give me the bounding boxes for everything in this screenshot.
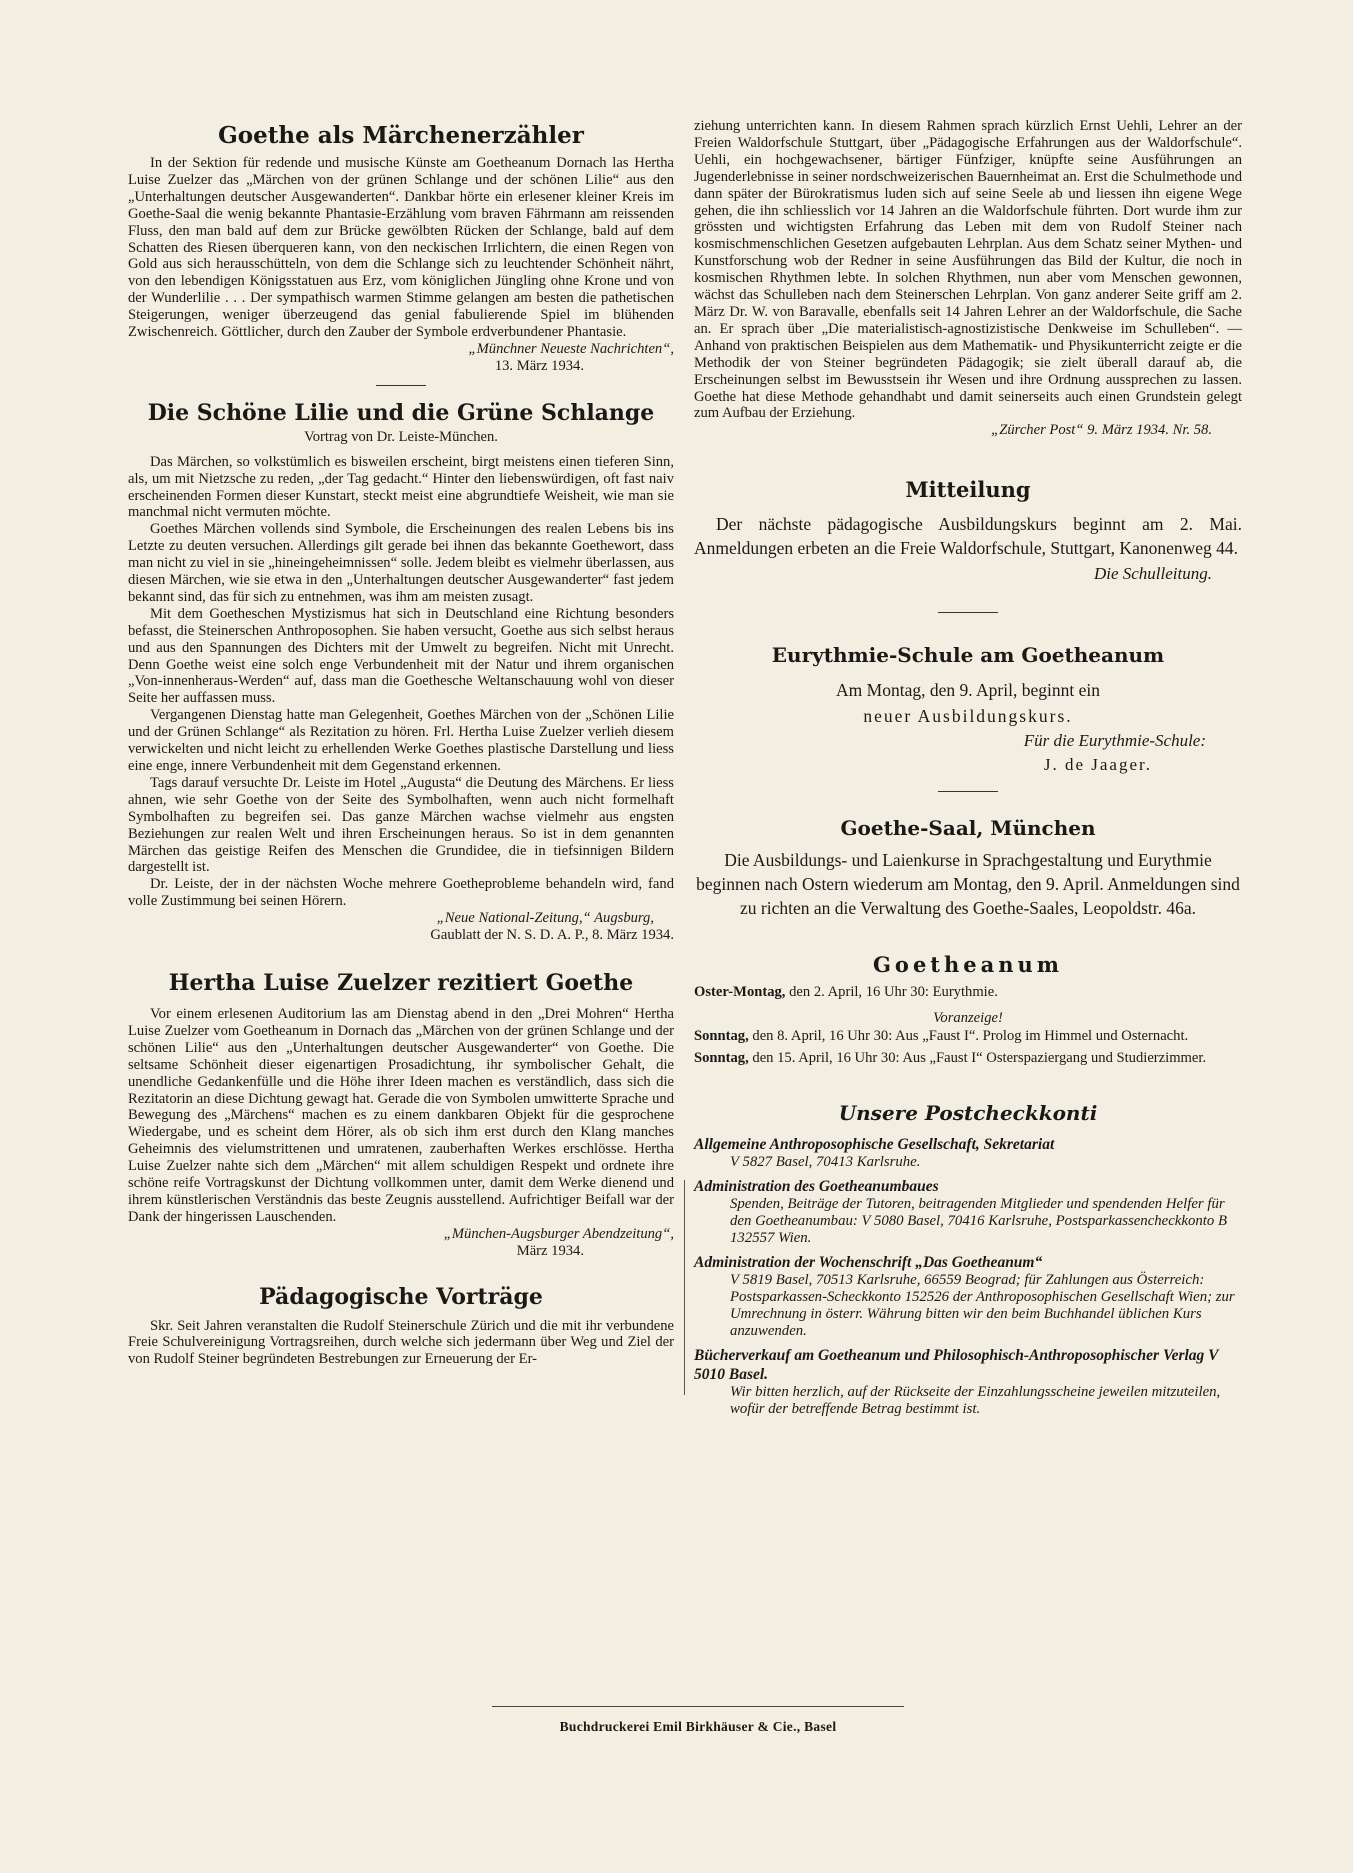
paragraph: Goethes Märchen vollends sind Symbole, die Erscheinungen des realen Lebens bis ins Letzte zu deuten versuchen. Allerdings gilt gerade bei ihnen das bekannte Goethewort, dass man nicht zu viel in sie „hineingeheimnissen“ solle. Jedem bleibt es vielmehr überlassen, aus diesen Märchen, wie sie etwa in den „Unterhaltungen deutscher Ausgewanderter“ fast jedem bekannt sind, das für sich zu entnehmen, was ihm am meisten zusagt. [128, 521, 674, 605]
program-detail: den 2. April, 16 Uhr 30: Eurythmie. [789, 984, 998, 1001]
left-column [128, 118, 674, 1368]
article-schoene-lilie [128, 400, 674, 944]
notice-goethe-saal [694, 816, 1242, 920]
notice-signature: Die Schulleitung. [1093, 564, 1212, 584]
program-day: Sonntag, [694, 1028, 749, 1045]
article-title: Goethe als Märchenerzähler [218, 122, 584, 149]
notice-postcheckkonti [694, 1101, 1242, 1418]
program-preview-label: Voranzeige! [933, 1010, 1003, 1027]
notice-title: Goetheanum [873, 952, 1063, 978]
right-column [694, 118, 1242, 1418]
article-zuelzer-rezitiert [128, 970, 674, 1260]
notice-signature: Für die Eurythmie-Schule: [1023, 731, 1206, 751]
paragraph: Vergangenen Dienstag hatte man Gelegenheit, Goethes Märchen von der „Schönen Lilie und der Grünen Schlange“ als Rezitation zu hören. Frl. Hertha Luise Zuelzer verlieh diesem verwickelten und nicht leicht zu erhellenden Werke Goethes plastische Darstellung und liess eine enge, innere Verbundenheit mit dem Gegenstand erkennen. [128, 707, 674, 774]
article-date: März 1934. [516, 1242, 584, 1259]
paragraph: Mit dem Goetheschen Mystizismus hat sich in Deutschland eine Richtung besonders befasst, die Steinerschen Anthroposophen. Sie haben versucht, Goethe aus sich selbst heraus und aus den Spannungen des Dichters mit der Umwelt zu begreifen. Nicht mit Unrecht. Denn Goethe weist eine solch enge Verbundenheit mit der Natur und ihrem organischen „Von-innenheraus-Werden“ auf, dass man die Goethesche Weltanschauung wohl von dieser Seite her auffassen muss. [128, 605, 674, 707]
notice-body: Die Ausbildungs- und Laienkurse in Sprachgestaltung und Eurythmie beginnen nach Ostern wiederum am Montag, den 9. April. Anmeldungen sind zu richten an die Verwaltung des Goethe-Saales, Leopoldstr. 46a. [696, 850, 1240, 919]
article-body: Skr. Seit Jahren veranstalten die Rudolf Steinerschule Zürich und die mit ihr verbundene Freie Schulvereinigung Vortragsreihen, durch welche sich jedermann über Weg und Ziel der von Rudolf Steiner begründeten Bestrebungen zur Erneuerung der Er- [128, 1317, 674, 1368]
notice-line: neuer Ausbildungskurs. [863, 706, 1073, 727]
account-details: Wir bitten herzlich, auf der Rückseite der Einzahlungsscheine jeweilen mitzuteilen, wofür der betreffende Betrag bestimmt ist. [730, 1384, 1221, 1418]
account-holder: Administration des Goetheanumbaues [694, 1178, 939, 1196]
article-source: „Zürcher Post“ 9. März 1934. Nr. 58. [991, 422, 1212, 439]
article-title: Die Schöne Lilie und die Grüne Schlange [147, 399, 655, 426]
separator [376, 385, 426, 386]
account-holder: Bücherverkauf am Goetheanum und Philosophisch-Anthroposophischer Verlag V 5010 Basel. [694, 1347, 1219, 1384]
account-entry [694, 1346, 1242, 1418]
article-title: Hertha Luise Zuelzer rezitiert Goethe [168, 969, 634, 996]
account-details: Spenden, Beiträge der Tutoren, beitragenden Mitglieder und spendenden Helfer für den Goetheanumbau: V 5080 Basel, 70416 Karlsruhe, Postsparkassencheckkonto B 132557 Wien. [730, 1196, 1227, 1247]
notice-goetheanum [694, 952, 1242, 1067]
notice-title: Unsere Postcheckkonti [838, 1101, 1098, 1126]
account-holder: Administration der Wochenschrift „Das Goetheanum“ [694, 1254, 1043, 1272]
article-subtitle: Vortrag von Dr. Leiste-München. [304, 428, 498, 445]
program-detail: den 15. April, 16 Uhr 30: Aus „Faust I“ Osterspaziergang und Studierzimmer. [752, 1050, 1207, 1067]
account-entry [694, 1135, 1242, 1171]
program-day: Sonntag, [694, 1050, 749, 1067]
article-continuation [694, 118, 1242, 439]
article-source-detail: Gaublatt der N. S. D. A. P., 8. März 1934. [430, 927, 674, 944]
notice-eurythmie-schule [694, 643, 1242, 792]
account-details: V 5827 Basel, 70413 Karlsruhe. [730, 1154, 921, 1171]
paragraph: Tags darauf versuchte Dr. Leiste im Hotel „Augusta“ die Deutung des Märchens. Er liess ahnen, wie sehr Goethe von der Seite des Symbolhaften, wenn auch nicht formelhaft Symbolhaften zu begreifen sei. Das ganze Märchen wachse vielmehr aus engsten Beziehungen zur realen Welt und ihren Erscheinungen heraus. So ist in dem genannten Märchen das geistige Reifen des Menschen die Grundidee, die in tiefsinnigen Bildern dargestellt ist. [128, 774, 674, 876]
article-source: „München-Augsburger Abendzeitung“, [443, 1225, 674, 1242]
account-holder: Allgemeine Anthroposophische Gesellschaft, Sekretariat [694, 1136, 1055, 1154]
account-entry [694, 1253, 1242, 1340]
program-detail: den 8. April, 16 Uhr 30: Aus „Faust I“. Prolog im Himmel und Osternacht. [752, 1028, 1189, 1045]
paragraph: Das Märchen, so volkstümlich es bisweilen erscheint, birgt meistens einen tieferen Sinn, als, um mit Nietzsche zu reden, „der Tag gedacht.“ Hinter den liebenswürdigen, oft fast naiv erscheinenden Formen dieser Kunstart, steckt meist eine abgrundtiefe Weisheit, wie man sie manchmal nicht vermuten möchte. [128, 453, 674, 521]
program-line [694, 1027, 1242, 1045]
article-body: Vor einem erlesenen Auditorium las am Dienstag abend in den „Drei Mohren“ Hertha Luise Zuelzer vom Goetheanum in Dornach das „Märchen von der grünen Schlange und der schönen Lilie“ aus den „Unterhaltungen deutscher Ausgewanderter“ von Goethe. Die seltsame Schönheit dieser eigenartigen Prosadichtung, ihr symbolischer Gehalt, die unendliche Gedankenfülle und die Höhe ihrer Ideen machen es verständlich, dass sich die Rezitatorin an diese Dichtung gewagt hat. Gerade die von Symbolen umwitterte Sprache und Bewegung des „Märchens“ machen es zu einem dankbaren Objekt für die gesprochene Wiedergabe, und es scheint dem Hörer, als ob sich ihm erst durch den Klang manches Geheimnis des vielumstrittenen und umratenen, zauberhaften Werkes erschlösse. Hertha Luise Zuelzer nahte sich dem „Märchen“ mit allem schuldigen Respekt und ordnete ihre schöne reife Vortragskunst der Dichtung vollkommen unter, damit dem Werke dienend und ihrem künstlerischen Verständnis das beste Zeugnis ausstellend. Aufrichtiger Beifall war der Dank der hingerissen Lauschenden. [128, 1005, 674, 1225]
program-line [694, 1049, 1242, 1067]
notice-title: Eurythmie-Schule am Goetheanum [771, 643, 1165, 668]
notice-title: Goethe-Saal, München [840, 816, 1096, 841]
printer-imprint: Buchdruckerei Emil Birkhäuser & Cie., Basel [492, 1706, 904, 1735]
notice-title: Mitteilung [905, 477, 1031, 503]
article-source: „Neue National-Zeitung,“ Augsburg, [436, 910, 654, 927]
separator [938, 791, 998, 792]
program-day: Oster-Montag, [694, 984, 786, 1001]
article-body: ziehung unterrichten kann. In diesem Rahmen sprach kürzlich Ernst Uehli, Lehrer an der Freien Waldorfschule Stuttgart, über „Pädagogische Erfahrungen aus der Waldorfschule“. Uehli, ein hochgewachsener, bärtiger Fünfziger, knüpfte seine Ausführungen an Jugenderlebnisse in seiner nordschweizerischen Bauernheimat an. Erst die Schulmethode und dann später der Bürokratismus luden sich auf seine Seele ab und liessen ihn eigene Wege gehen, die ihn schliesslich vor 14 Jahren an die Waldorfschule führten. Dort wurde ihm zur grössten und wichtigsten Erfahrung das Leben mit dem von Rudolf Steiner nach kosmischmenschlichen Gesetzen aufgebauten Lehrplan. Aus dem Schatz seiner Mythen- und Kunstforschung wob der Redner in seine Ausführungen das Bild der Kultur, die noch in kosmischen Rhythmen lebte. In solchen Rhythmen, nun aber vom Menschen gewonnen, wächst das Schulleben nach dem Steinerschen Lehrplan. Von ganz anderer Seite griff am 2. März Dr. W. von Baravalle, ebenfalls seit 14 Jahren Lehrer an der Waldorfschule, die Sache an. Er sprach über „Die materialistisch-agnostizistische Denkweise im Schulleben“. — Anhand von praktischen Beispielen aus dem Mathematik- und Physikunterricht zeigte er die Methodik der von Steiner begründeten Pädagogik; sie zielt überall darauf ab, die Erscheinungen selbst im Bewusstsein ihr Wesen und ihre Ordnung aussprechen zu lassen. Goethe hat diese Methode gehandhabt und damit seinerseits auch einen Grundstein gelegt zum Aufbau der Erziehung. [694, 118, 1242, 422]
account-entry [694, 1177, 1242, 1247]
article-goethe-maerchenerzaehler [128, 122, 674, 386]
article-title: Pädagogische Vorträge [259, 1283, 543, 1310]
article-date: 13. März 1934. [494, 357, 584, 374]
article-body: In der Sektion für redende und musische Künste am Goetheanum Dornach las Hertha Luise Zuelzer das „Märchen von der grünen Schlange und der schönen Lilie“ aus den „Unterhaltungen deutscher Ausgewanderten“. Dankbar hörte ein erlesener kleiner Kreis im Goethe-Saal die wenig bekannte Phantasie-Erzählung vom braven Fährmann am reissenden Fluss, den man bald auf dem zur Brücke gewölbten Rücken der Schlange, bald auf dem Schatten des Riesen überqueren kann, von den neckischen Irrlichtern, die einen Regen von Gold aus sich herausschütteln, von dem die Schlange sich zu leuchtender Schönheit nährt, von den lebendigen Königsstatuen aus Erz, vom königlichen Jüngling ohne Krone und von der Wunderlilie . . . Der sympathisch warmen Stimme gelangen am besten die pathetischen Steigerungen, weniger überzeugend das genial fabulierende Spiel im blühenden Zwischenreich. Göttlicher, durch den Zauber der Symbole erdverbundener Phantasie. [128, 155, 674, 341]
account-details: V 5819 Basel, 70513 Karlsruhe, 66559 Beograd; für Zahlungen aus Österreich: Postsparkassen-Scheckkonto 152526 der Anthroposophischen Gesellschaft Wien; zur Umrechnung in österr. Währung bitten wir den beim Buchhandel üblichen Kurs anzuwenden. [730, 1272, 1235, 1340]
paragraph: Dr. Leiste, der in der nächsten Woche mehrere Goetheprobleme behandeln wird, fand volle Zustimmung bei seinen Hörern. [128, 876, 674, 910]
article-source: „Münchner Neueste Nachrichten“, [468, 340, 674, 357]
separator [938, 612, 998, 613]
notice-mitteilung [694, 477, 1242, 613]
column-rule [684, 1180, 685, 1395]
program-line [694, 983, 1242, 1001]
article-paedagogische-vortraege [128, 1284, 674, 1369]
notice-signature: J. de Jaager. [1043, 755, 1152, 775]
notice-body: Der nächste pädagogische Ausbildungskurs beginnt am 2. Mai. Anmeldungen erbeten an die Freie Waldorfschule, Stuttgart, Kanonenweg 44. [694, 514, 1242, 559]
notice-line: Am Montag, den 9. April, beginnt ein [836, 680, 1100, 701]
